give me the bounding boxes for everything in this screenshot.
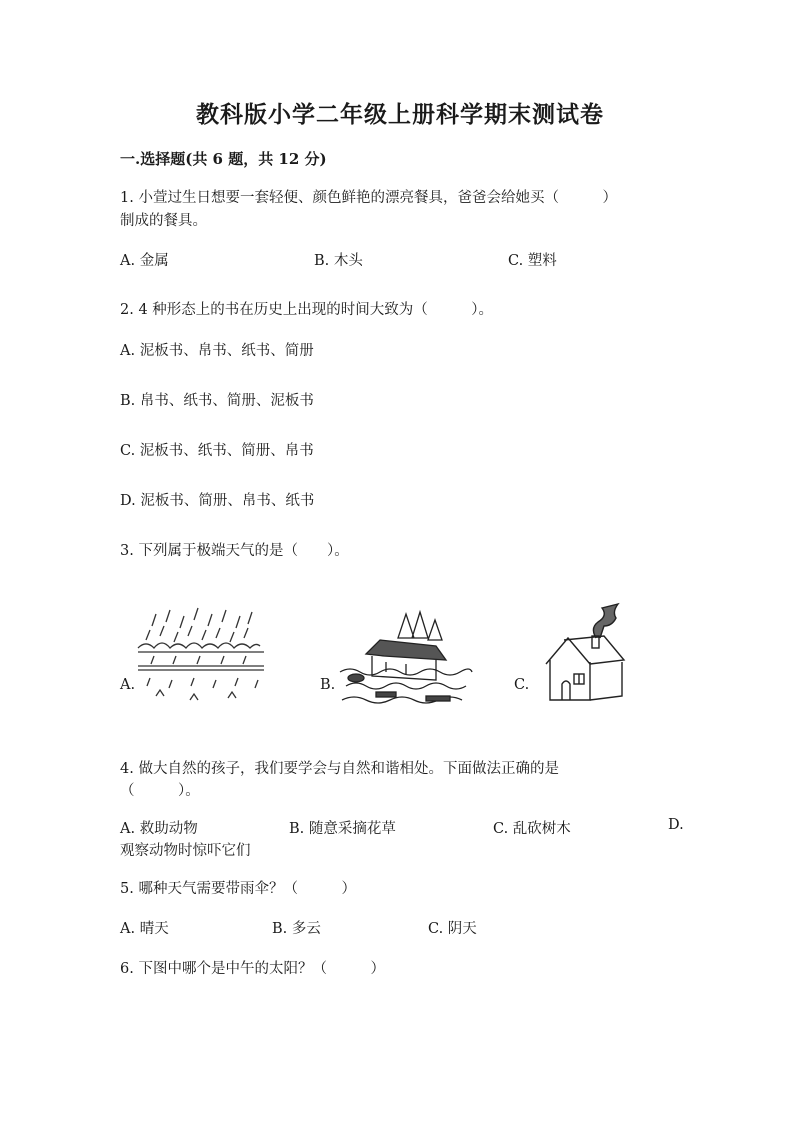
q2-option-d[interactable]: D. 泥板书、简册、帛书、纸书 <box>120 493 315 509</box>
q4-option-b[interactable]: B. 随意采摘花草 <box>289 821 396 837</box>
q5-option-a[interactable]: A. 晴天 <box>120 921 169 937</box>
q1-option-a[interactable]: A. 金属 <box>120 253 169 269</box>
q1-option-b[interactable]: B. 木头 <box>314 253 363 269</box>
q2-option-b[interactable]: B. 帛书、纸书、简册、泥板书 <box>120 393 314 409</box>
q4-option-d-text[interactable]: 观察动物时惊吓它们 <box>120 843 251 859</box>
house-chimney-icon <box>538 602 628 706</box>
question-1-text: 1. 小萱过生日想要一套轻便、颜色鲜艳的漂亮餐具，爸爸会给她买（ ） <box>120 190 617 206</box>
flood-house-icon <box>336 608 476 712</box>
question-2-text: 2. 4 种形态上的书在历史上出现的时间大致为（ ）。 <box>120 302 494 318</box>
q4-option-c[interactable]: C. 乱砍树木 <box>493 821 571 837</box>
page-title: 教科版小学二年级上册科学期末测试卷 <box>196 101 604 128</box>
q2-option-c[interactable]: C. 泥板书、纸书、简册、帛书 <box>120 443 314 459</box>
question-6-text: 6. 下图中哪个是中午的太阳？（ ） <box>120 961 385 977</box>
question-4-text-cont: （ ）。 <box>120 783 200 799</box>
q4-option-a[interactable]: A. 救助动物 <box>120 821 198 837</box>
q3-option-b[interactable]: B. <box>320 677 336 693</box>
section-heading: 一.选择题(共 6 题，共 12 分) <box>120 150 327 168</box>
question-3-text: 3. 下列属于极端天气的是（ ）。 <box>120 543 349 559</box>
question-5-text: 5. 哪种天气需要带雨伞？（ ） <box>120 881 356 897</box>
question-1-text-cont: 制成的餐具。 <box>120 213 207 229</box>
q1-option-c[interactable]: C. 塑料 <box>508 253 557 269</box>
q5-option-c[interactable]: C. 阴天 <box>428 921 477 937</box>
q3-option-a[interactable]: A. <box>120 677 136 693</box>
q4-option-d[interactable]: D. <box>668 817 684 833</box>
q2-option-a[interactable]: A. 泥板书、帛书、纸书、简册 <box>120 343 314 359</box>
q3-option-c[interactable]: C. <box>514 677 530 693</box>
question-4-text: 4. 做大自然的孩子，我们要学会与自然和谐相处。下面做法正确的是 <box>120 761 559 777</box>
rain-scene-icon <box>136 604 266 708</box>
q5-option-b[interactable]: B. 多云 <box>272 921 321 937</box>
